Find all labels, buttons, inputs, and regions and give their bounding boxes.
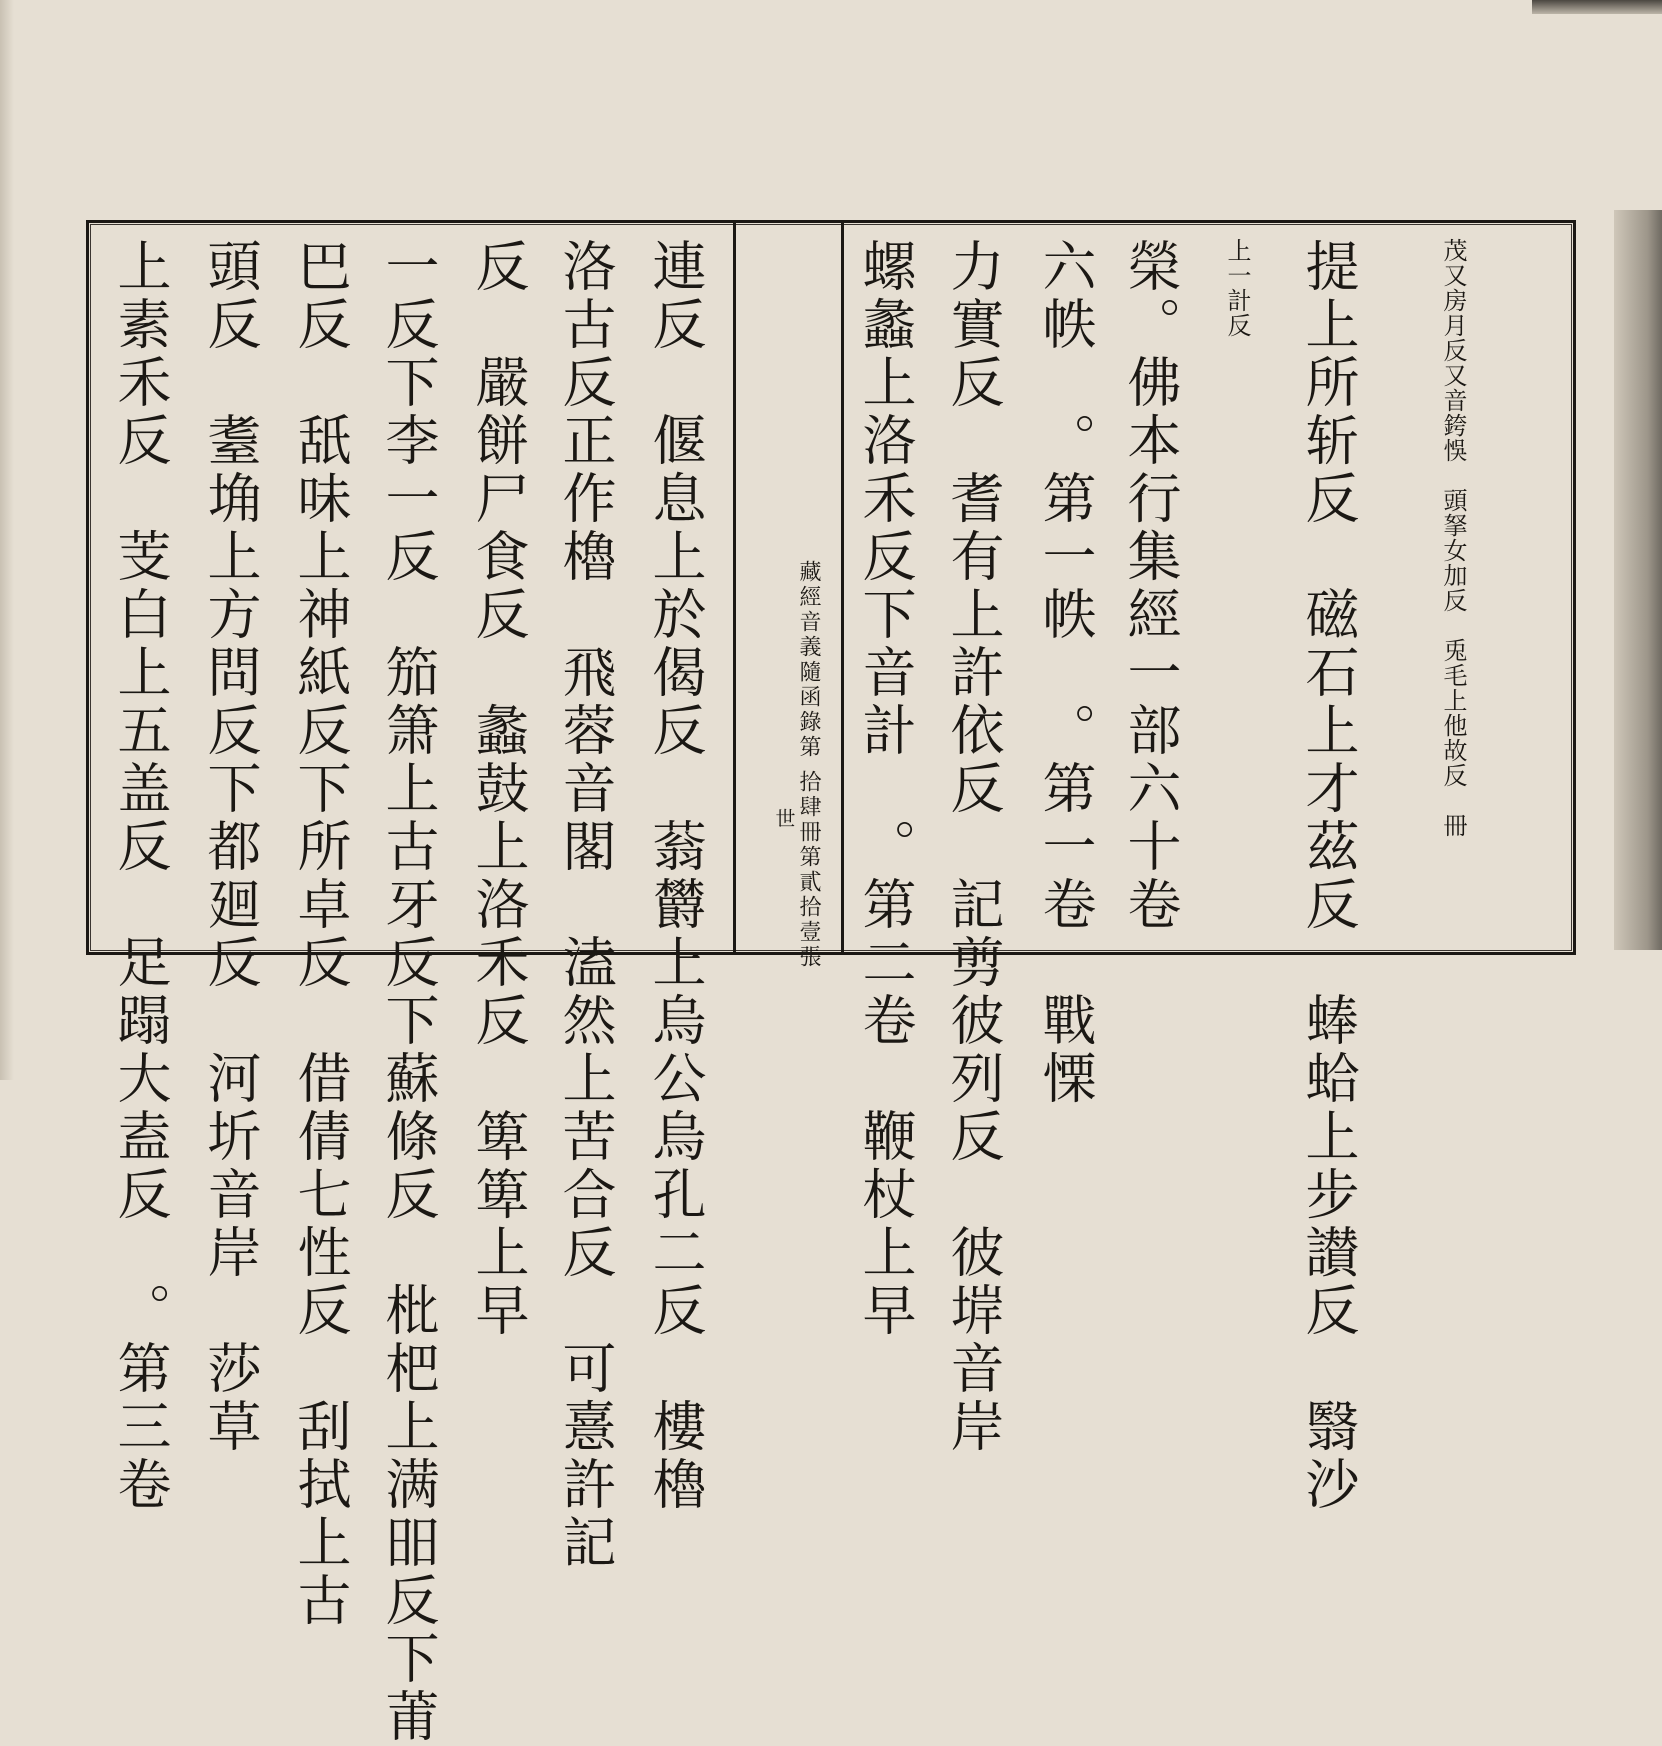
left-col-4: 一反下李一反 笳箫上古牙反下蘇條反 枇杷上满昍反下莆 <box>377 238 440 1746</box>
right-col-4: 榮。佛本行集經一部六十卷 <box>1119 238 1182 934</box>
right-col-2: 提上所斩反 磁石上才茲反 蜯蛤上步讃反 翳沙 <box>1297 238 1360 1514</box>
paper-top-edge <box>1532 0 1662 14</box>
left-col-2: 洛古反正作櫓 飛蓉音閣 溘然上苦合反 可憙許記 <box>554 238 617 1572</box>
right-col-1: 茂又房月反又音銙悞 頭拏女加反 兎毛上他故反 冊 <box>1439 238 1467 838</box>
left-col-3: 反 嚴餅尸食反 蠡鼓上洛禾反 箄箄上早 <box>467 238 530 1340</box>
right-col-6: 力實反 耆有上許依反 記剪彼列反 彼堓音岸 <box>942 238 1005 1456</box>
paper-right-edge <box>1614 210 1662 950</box>
center-divider-right <box>841 220 844 955</box>
left-col-6: 頭反 耋埆上方問反下都廻反 河圻音岸 莎草 <box>199 238 262 1456</box>
left-col-7: 上素禾反 芰白上五盖反 足蹋大盍反 。第三卷 <box>109 238 172 1514</box>
right-col-3: 上一計反 <box>1223 238 1251 338</box>
center-divider-left <box>733 220 736 955</box>
right-col-5: 六帙 。第一帙 。第一卷 戰慄 <box>1034 238 1097 1108</box>
right-col-7: 螺蠡上洛禾反下音計 。第二卷 鞭杖上早 <box>854 238 917 1340</box>
left-col-5: 巴反 舐味上神紙反下所卓反 借倩七性反 刮拭上古 <box>289 238 352 1630</box>
center-title-line-1: 藏經音義隨函錄第 <box>796 560 821 760</box>
left-col-1: 連反 偃息上於偈反 蓊欝上烏公烏孔二反 樓櫓 <box>644 238 707 1514</box>
center-title-line-2: 拾肆冊第貳拾壹張 <box>796 770 821 970</box>
center-mark: 世 <box>772 808 796 831</box>
paper-left-edge <box>0 0 14 1080</box>
